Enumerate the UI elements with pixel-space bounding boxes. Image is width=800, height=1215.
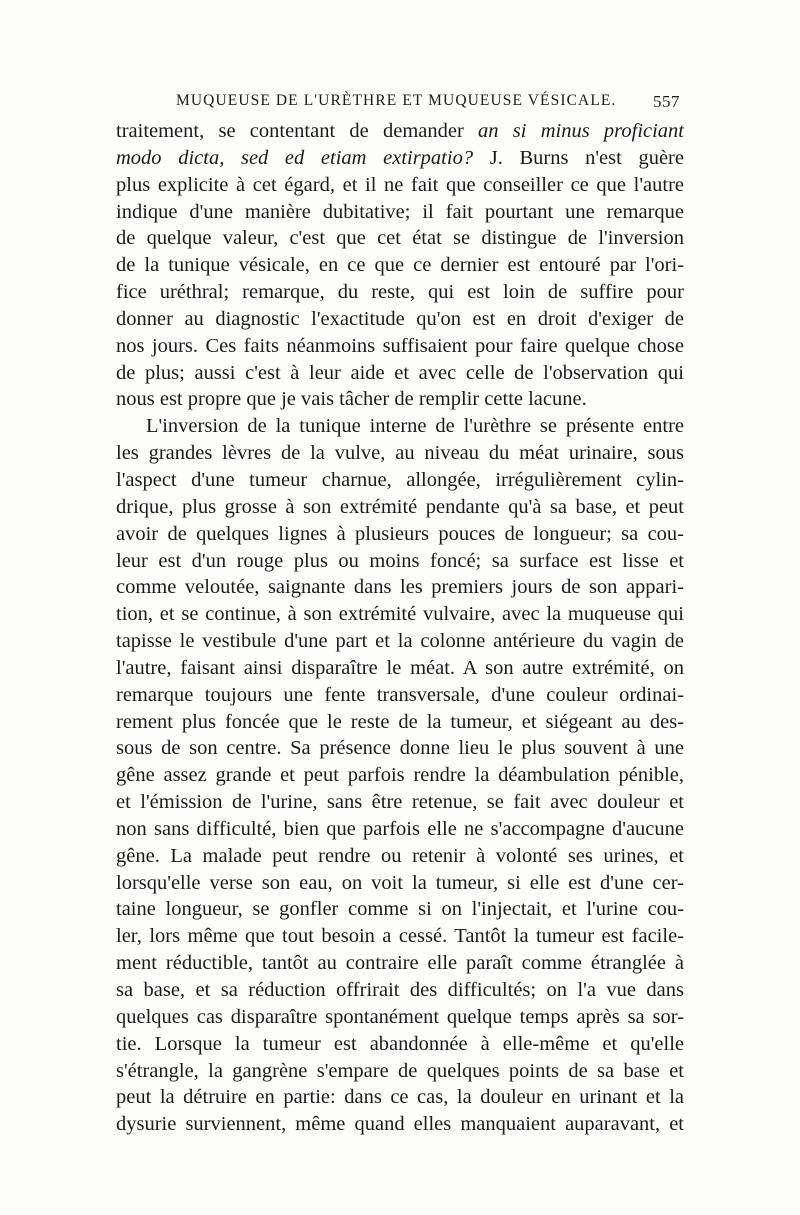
line-text: sous de son centre. Sa présence donne lieu le plus souvent à une <box>116 737 684 760</box>
text-line <box>116 1004 684 1031</box>
line-text: drique, plus grosse à son extrémité pendante qu'à sa base, et peut <box>116 495 684 518</box>
page-number: 557 <box>653 92 680 111</box>
text-line <box>116 440 684 467</box>
text-line <box>116 950 684 977</box>
text-line <box>116 306 684 333</box>
text-line <box>116 548 684 575</box>
text-line <box>116 977 684 1004</box>
text-line <box>116 225 684 252</box>
line-text: fice uréthral; remarque, du reste, qui est loin de suffire pour <box>116 281 684 304</box>
line-text: quelques cas disparaître spontanément quelque temps après sa sor- <box>116 1005 684 1028</box>
line-text: l'autre, faisant ainsi disparaître le méat. A son autre extrémité, on <box>116 656 684 679</box>
line-text: tion, et se continue, à son extrémité vulvaire, avec la muqueuse qui <box>116 603 684 626</box>
line-text: s'étrangle, la gangrène s'empare de quelques points de sa base et <box>116 1059 684 1082</box>
line-text: nous est propre que je vais tâcher de remplir cette lacune. <box>116 388 587 411</box>
text-line <box>116 574 684 601</box>
text-line <box>116 896 684 923</box>
line-text: gêne assez grande et peut parfois rendre la déambulation pénible, <box>116 764 684 787</box>
line-text: de la tunique vésicale, en ce que ce dernier est entouré par l'ori- <box>116 254 684 277</box>
text-line <box>116 279 684 306</box>
line-text: l'aspect d'une tumeur charnue, allongée, irrégulièrement cylin- <box>116 468 684 491</box>
text-line <box>116 870 684 897</box>
text-line <box>116 252 684 279</box>
line-text: tie. Lorsque la tumeur est abandonnée à elle-même et qu'elle <box>116 1032 684 1055</box>
line-text: dysurie surviennent, même quand elles manquaient auparavant, et <box>116 1113 684 1136</box>
line-text: de plus; aussi c'est à leur aide et avec celle de l'observation qui <box>116 361 684 384</box>
line-text: ment réductible, tantôt au contraire elle paraît comme étranglée à <box>116 952 684 975</box>
text-line <box>116 413 684 440</box>
text-line <box>116 601 684 628</box>
text-line <box>116 386 684 413</box>
italic-text: modo dicta, sed ed etiam extirpatio? <box>116 146 474 169</box>
text-line <box>116 816 684 843</box>
paragraph <box>116 118 684 413</box>
paragraph <box>116 413 684 1138</box>
line-text: gêne. La malade peut rendre ou retenir à volonté ses urines, et <box>116 844 684 867</box>
text-line <box>116 1031 684 1058</box>
text-line <box>116 1111 684 1138</box>
text-line <box>116 521 684 548</box>
line-text: plus explicite à cet égard, et il ne fait que conseiller ce que l'autre <box>116 173 684 196</box>
text-line <box>116 655 684 682</box>
text-line <box>116 1084 684 1111</box>
line-text: comme veloutée, saignante dans les premiers jours de son appari- <box>116 576 684 599</box>
line-text: nos jours. Ces faits néanmoins suffisaient pour faire quelque chose <box>116 334 684 357</box>
body-text <box>116 118 684 1138</box>
text-line <box>116 1058 684 1085</box>
text-line <box>116 709 684 736</box>
line-text: ler, lors même que tout besoin a cessé. Tantôt la tumeur est facile- <box>116 925 684 948</box>
text-line <box>116 467 684 494</box>
text-line <box>116 145 684 172</box>
line-text: remarque toujours une fente transversale, d'une couleur ordinai- <box>116 683 684 706</box>
line-text: traitement, se contentant de demander <box>116 120 479 142</box>
line-text: taine longueur, se gonfler comme si on l'injectait, et l'urine cou- <box>116 898 684 921</box>
text-line <box>116 199 684 226</box>
line-text: sa base, et sa réduction offrirait des difficultés; on l'a vue dans <box>116 979 684 1001</box>
text-line <box>116 923 684 950</box>
line-text: et l'émission de l'urine, sans être retenue, se fait avec douleur et <box>116 791 684 814</box>
line-text: non sans difficulté, bien que parfois elle ne s'accompagne d'aucune <box>116 817 684 840</box>
line-text: les grandes lèvres de la vulve, au niveau du méat urinaire, sous <box>116 442 684 465</box>
line-text: donner au diagnostic l'exactitude qu'on est en droit d'exiger de <box>116 307 684 330</box>
running-title: MUQUEUSE DE L'URÈTHRE ET MUQUEUSE VÉSICALE. <box>176 92 617 109</box>
line-text: indique d'une manière dubitative; il fait pourtant une remarque <box>116 200 684 223</box>
text-line <box>116 118 684 145</box>
text-line <box>116 172 684 199</box>
text-line <box>116 762 684 789</box>
italic-text: an si minus proficiant <box>478 120 684 142</box>
text-line <box>116 494 684 521</box>
line-text: de quelque valeur, c'est que cet état se distingue de l'inversion <box>116 227 684 250</box>
text-line <box>116 682 684 709</box>
line-text: rement plus foncée que le reste de la tumeur, et siégeant au des- <box>116 710 684 733</box>
running-head <box>116 92 684 118</box>
text-line <box>116 789 684 816</box>
text-line <box>116 333 684 360</box>
line-text: avoir de quelques lignes à plusieurs pouces de longueur; sa cou- <box>116 522 684 545</box>
line-text: lorsqu'elle verse son eau, on voit la tumeur, si elle est d'une cer- <box>116 871 684 894</box>
line-text: J. Burns n'est guère <box>473 146 684 169</box>
line-text: peut la détruire en partie: dans ce cas, la douleur en urinant et la <box>116 1086 684 1109</box>
text-line <box>116 735 684 762</box>
line-text: L'inversion de la tunique interne de l'urèthre se présente entre <box>146 415 684 438</box>
line-text: tapisse le vestibule d'une part et la colonne antérieure du vagin de <box>116 630 684 653</box>
text-line <box>116 628 684 655</box>
text-line <box>116 360 684 387</box>
text-line <box>116 843 684 870</box>
line-text: leur est d'un rouge plus ou moins foncé; sa surface est lisse et <box>116 549 684 572</box>
